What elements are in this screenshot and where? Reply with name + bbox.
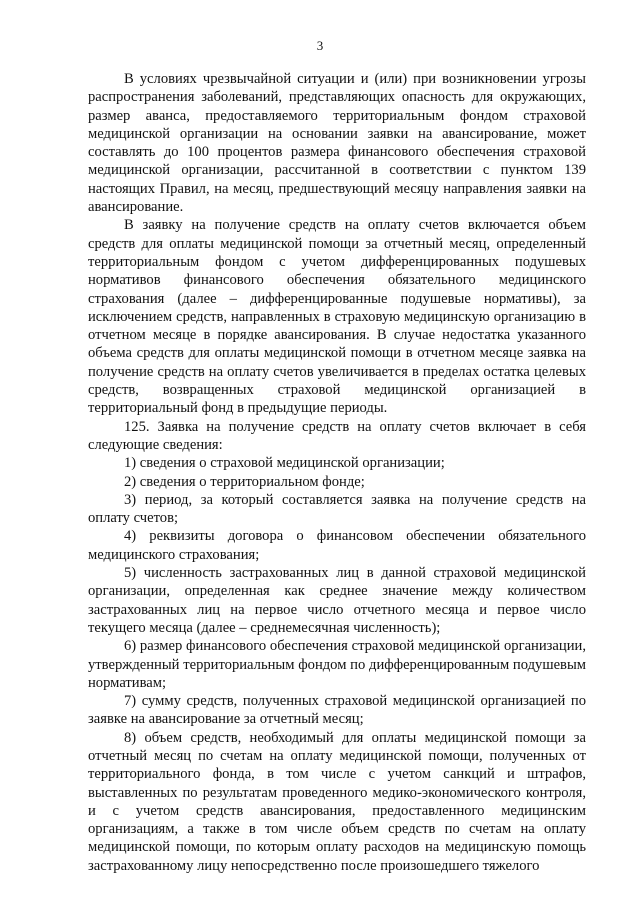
- list-item-2: 2) сведения о территориальном фонде;: [124, 473, 365, 490]
- list-item-4: 4) реквизиты договора о финансовом обеспечении обязательного медицинского страхования;: [88, 528, 586, 563]
- list-item-8: 8) объем средств, необходимый для оплаты медицинской помощи за отчетный месяц по счетам на оплату медицинской помощи, полученных от территориального фонда, в том числе с учетом санкций и штрафов, выставленных по результатам проведенного медико-экономического контроля, и с учетом средств авансирования, предоставленного медицинским организациям, а также в том числе объем средств по счетам на оплату медицинской помощи, по которым оплату расходов на медицинскую помощь застрахованному лицу непосредственно после произошедшего тяжелого: [88, 729, 586, 874]
- paragraph-125-header: 125. Заявка на получение средств на оплату счетов включает в себя следующие сведения:: [88, 418, 586, 453]
- list-item-3: 3) период, за который составляется заявка на получение средств на оплату счетов;: [88, 491, 586, 527]
- list-item-5: 5) численность застрахованных лиц в данной страховой медицинской организации, определенная как среднее значение между количеством застрахованных лиц на первое число отчетного месяца и первое число текущего месяца (далее – среднемесячная численность);: [88, 565, 586, 636]
- list-item-7: 7) сумму средств, полученных страховой медицинской организацией по заявке на авансирование за отчетный месяц;: [88, 693, 586, 728]
- page-number: 3: [316, 38, 324, 53]
- paragraph-emergency-advance: В условиях чрезвычайной ситуации и (или) при возникновении угрозы распространения заболеваний, представляющих опасность для окружающих, размер аванса, предоставляемого территориальным фондом страховой медицинской организации на основании заявки на авансирование, может составлять до 100 процентов размера финансового обеспечения страховой медицинской организации, рассчитанной в соответствии с пунктом 139 настоящих Правил, на месяц, предшествующий месяцу направления заявки на авансирование.: [88, 71, 586, 216]
- list-item-1: 1) сведения о страховой медицинской организации;: [124, 455, 445, 472]
- list-item-6: 6) размер финансового обеспечения страховой медицинской организации, утвержденный территориальным фондом по дифференцированным подушевым нормативам;: [88, 638, 586, 691]
- document-body: [88, 70, 586, 875]
- paragraph-payment-request-volume: В заявку на получение средств на оплату счетов включается объем средств для оплаты медицинской помощи за отчетный месяц, определенный территориальным фондом с учетом дифференцированных подушевых нормативов финансового обеспечения обязательного медицинского страхования (далее – дифференцированные подушевые нормативы), за исключением средств, направленных в страховую медицинскую организацию в отчетном месяце в порядке авансирования. В случае недостатка указанного объема средств для оплаты медицинской помощи в отчетном месяце заявка на получение средств на оплату счетов увеличивается в пределах остатка целевых средств, возвращенных страховой медицинской организацией в территориальный фонд в предыдущие периоды.: [88, 217, 586, 417]
